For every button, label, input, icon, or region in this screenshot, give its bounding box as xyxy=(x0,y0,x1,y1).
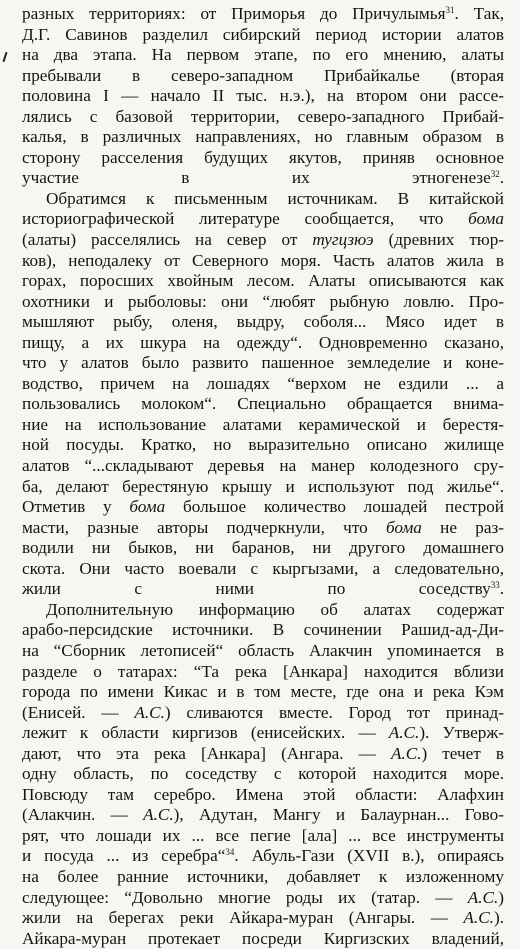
text-line xyxy=(22,353,504,374)
line-text: на более ранние источники, добавляет к изложенному xyxy=(22,866,504,886)
footnote-ref: 31 xyxy=(445,5,455,15)
text-line xyxy=(22,86,504,107)
text-line xyxy=(22,641,504,662)
text-line xyxy=(22,477,504,498)
text-line xyxy=(22,4,504,25)
line-text: ние на использование алатами керамической и берестя- xyxy=(22,414,504,434)
line-text: рят, что лошади их ... все пегие [ала] ... все инструменты xyxy=(22,825,504,845)
line-text: и посуда ... из серебра“ xyxy=(22,846,226,866)
line-text-continued: . xyxy=(499,579,504,599)
line-text: историографической литературе сообщается, что бома xyxy=(22,209,504,229)
footnote-ref: 33 xyxy=(490,580,500,591)
line-text-continued: . xyxy=(499,168,504,188)
text-line xyxy=(22,374,504,395)
text-line xyxy=(22,867,504,888)
line-text: половина I — начало II тыс. н.э.), на втором они рассе- xyxy=(22,86,504,106)
text-line xyxy=(22,148,504,169)
line-text: лежит к области киргизов (енисейских. — А.С.). Утверж- xyxy=(22,723,504,743)
text-line xyxy=(22,888,504,909)
line-text: масти, разные авторы подчеркнули, что бома не раз- xyxy=(22,517,505,537)
line-text: ков), неподалеку от Северного моря. Часть алатов жила в xyxy=(22,250,504,270)
line-text: пребывали в северо-западном Прибайкалье (вторая xyxy=(22,65,504,85)
text-line xyxy=(22,394,504,415)
text-line xyxy=(22,662,504,683)
text-line xyxy=(22,66,504,87)
text-line xyxy=(22,723,504,744)
page-text xyxy=(22,4,504,949)
line-text: на “Сборник летописей“ область Алакчин упоминается в xyxy=(22,640,504,660)
line-text: на два этапа. На первом этапе, по его мнению, алаты xyxy=(22,45,504,65)
line-text: горах, поросших хвойным лесом. Алаты описываются как xyxy=(22,271,504,291)
text-line xyxy=(22,435,504,456)
text-line xyxy=(22,744,504,765)
text-line xyxy=(22,189,504,210)
text-line xyxy=(22,703,504,724)
text-line xyxy=(22,45,504,66)
line-text: (алаты) расселялись на север от тугцзюэ (древних тюр- xyxy=(22,230,505,250)
margin-pencil-mark xyxy=(3,52,8,62)
line-text: сторону расселения будущих якутов, приняв основное xyxy=(22,147,504,167)
text-line xyxy=(22,600,504,621)
line-text: Обратимся к письменным источникам. В китайской xyxy=(46,188,504,208)
line-text: одну область, по соседству с которой находится море. xyxy=(22,764,504,784)
line-text: калья, в различных направлениях, но главным образом в xyxy=(22,127,504,147)
line-text-continued: . Абуль-Гази (XVII в.), опираясь xyxy=(234,846,504,866)
line-text: водили ни быков, ни баранов, ни другого домашнего xyxy=(22,538,504,558)
line-text-continued: . Так, xyxy=(454,4,504,23)
line-text: ба, делают берестяную крышу и используют под жилье“. xyxy=(22,476,504,496)
text-line xyxy=(22,538,504,559)
text-line xyxy=(22,312,504,333)
footnote-ref: 32 xyxy=(490,169,500,180)
line-text: алатов “...складывают деревья на манер колодезного сру- xyxy=(22,456,504,476)
line-text: (Алакчин. — А.С.), Адутан, Мангу и Балаурнан... Гово- xyxy=(22,805,505,825)
text-line xyxy=(22,846,504,867)
line-text: Д.Г. Савинов разделил сибирский период истории алатов xyxy=(22,24,504,44)
line-text: разделе о татарах: “Та река [Анкара] находится вблизи xyxy=(22,661,504,681)
line-text: охотники и рыболовы: они “любят рыбную ловлю. Про- xyxy=(22,291,504,311)
line-text: разных территориях: от Приморья до Причулымья xyxy=(22,4,446,23)
text-line xyxy=(22,292,504,313)
line-text: (Енисей. — А.С.) сливаются вместе. Город тот принад- xyxy=(22,702,504,722)
line-text: Отметив у бома большое количество лошадей пестрой xyxy=(22,497,504,517)
text-line xyxy=(22,805,504,826)
line-text: пищу, а их шкура на одежду“. Одновременно сказано, xyxy=(22,332,504,352)
line-text: мышляют рыбу, оленя, выдру, соболя... Мясо идет в xyxy=(22,312,504,332)
line-text: Дополнительную информацию об алатах содержат xyxy=(46,599,504,619)
text-line xyxy=(22,497,504,518)
text-line xyxy=(22,682,504,703)
text-line xyxy=(22,518,504,539)
line-text: жили на берегах реки Айкара-муран (Ангары. — А.С.). xyxy=(22,908,504,928)
line-text: что у алатов было развито пашенное земледелие и коне- xyxy=(22,353,504,373)
text-line xyxy=(22,559,504,580)
text-line xyxy=(22,620,504,641)
text-line xyxy=(22,764,504,785)
text-line xyxy=(22,456,504,477)
text-line xyxy=(22,785,504,806)
text-line xyxy=(22,929,504,949)
line-text: водство, причем на лошадях “верхом не ездили ... а xyxy=(22,373,504,393)
text-line xyxy=(22,230,504,251)
text-line xyxy=(22,209,504,230)
paragraph xyxy=(22,4,504,189)
text-line xyxy=(22,415,504,436)
line-text: скота. Они часто воевали с кыргызами, а следовательно, xyxy=(22,558,504,578)
text-line xyxy=(22,271,504,292)
text-line xyxy=(22,25,504,46)
text-line xyxy=(22,251,504,272)
text-line xyxy=(22,333,504,354)
text-line xyxy=(22,908,504,929)
footnote-ref: 34 xyxy=(225,847,235,858)
line-text: жили с ними по соседству xyxy=(22,579,491,599)
line-text: пользовались молоком“. Специально обращается внима- xyxy=(22,394,504,414)
line-text: лялись с базовой территории, северо-западного Прибай- xyxy=(22,106,504,126)
line-text: города по имени Кикас и в том месте, где она и река Кэм xyxy=(22,682,504,702)
line-text: участие в их этногенезе xyxy=(22,168,491,188)
text-line xyxy=(22,826,504,847)
paragraph xyxy=(22,189,504,600)
line-text: Повсюду там серебро. Имена этой области: Алафхин xyxy=(22,784,504,804)
text-line xyxy=(22,127,504,148)
paragraph xyxy=(22,600,504,949)
line-text: Айкара-муран протекает посреди Киргизских владений, xyxy=(22,928,504,948)
line-text: арабо-персидские источники. В сочинении Рашид-ад-Ди- xyxy=(22,620,504,640)
text-line xyxy=(22,168,504,189)
text-line xyxy=(22,579,504,600)
line-text: ной посуды. Кратко, но выразительно описано жилище xyxy=(22,435,504,455)
line-text: следующее: “Довольно многие роды их (татар. — А.С.) xyxy=(22,887,504,907)
text-line xyxy=(22,107,504,128)
line-text: дают, что эта река [Анкара] (Ангара. — А.С.) течет в xyxy=(22,743,504,763)
